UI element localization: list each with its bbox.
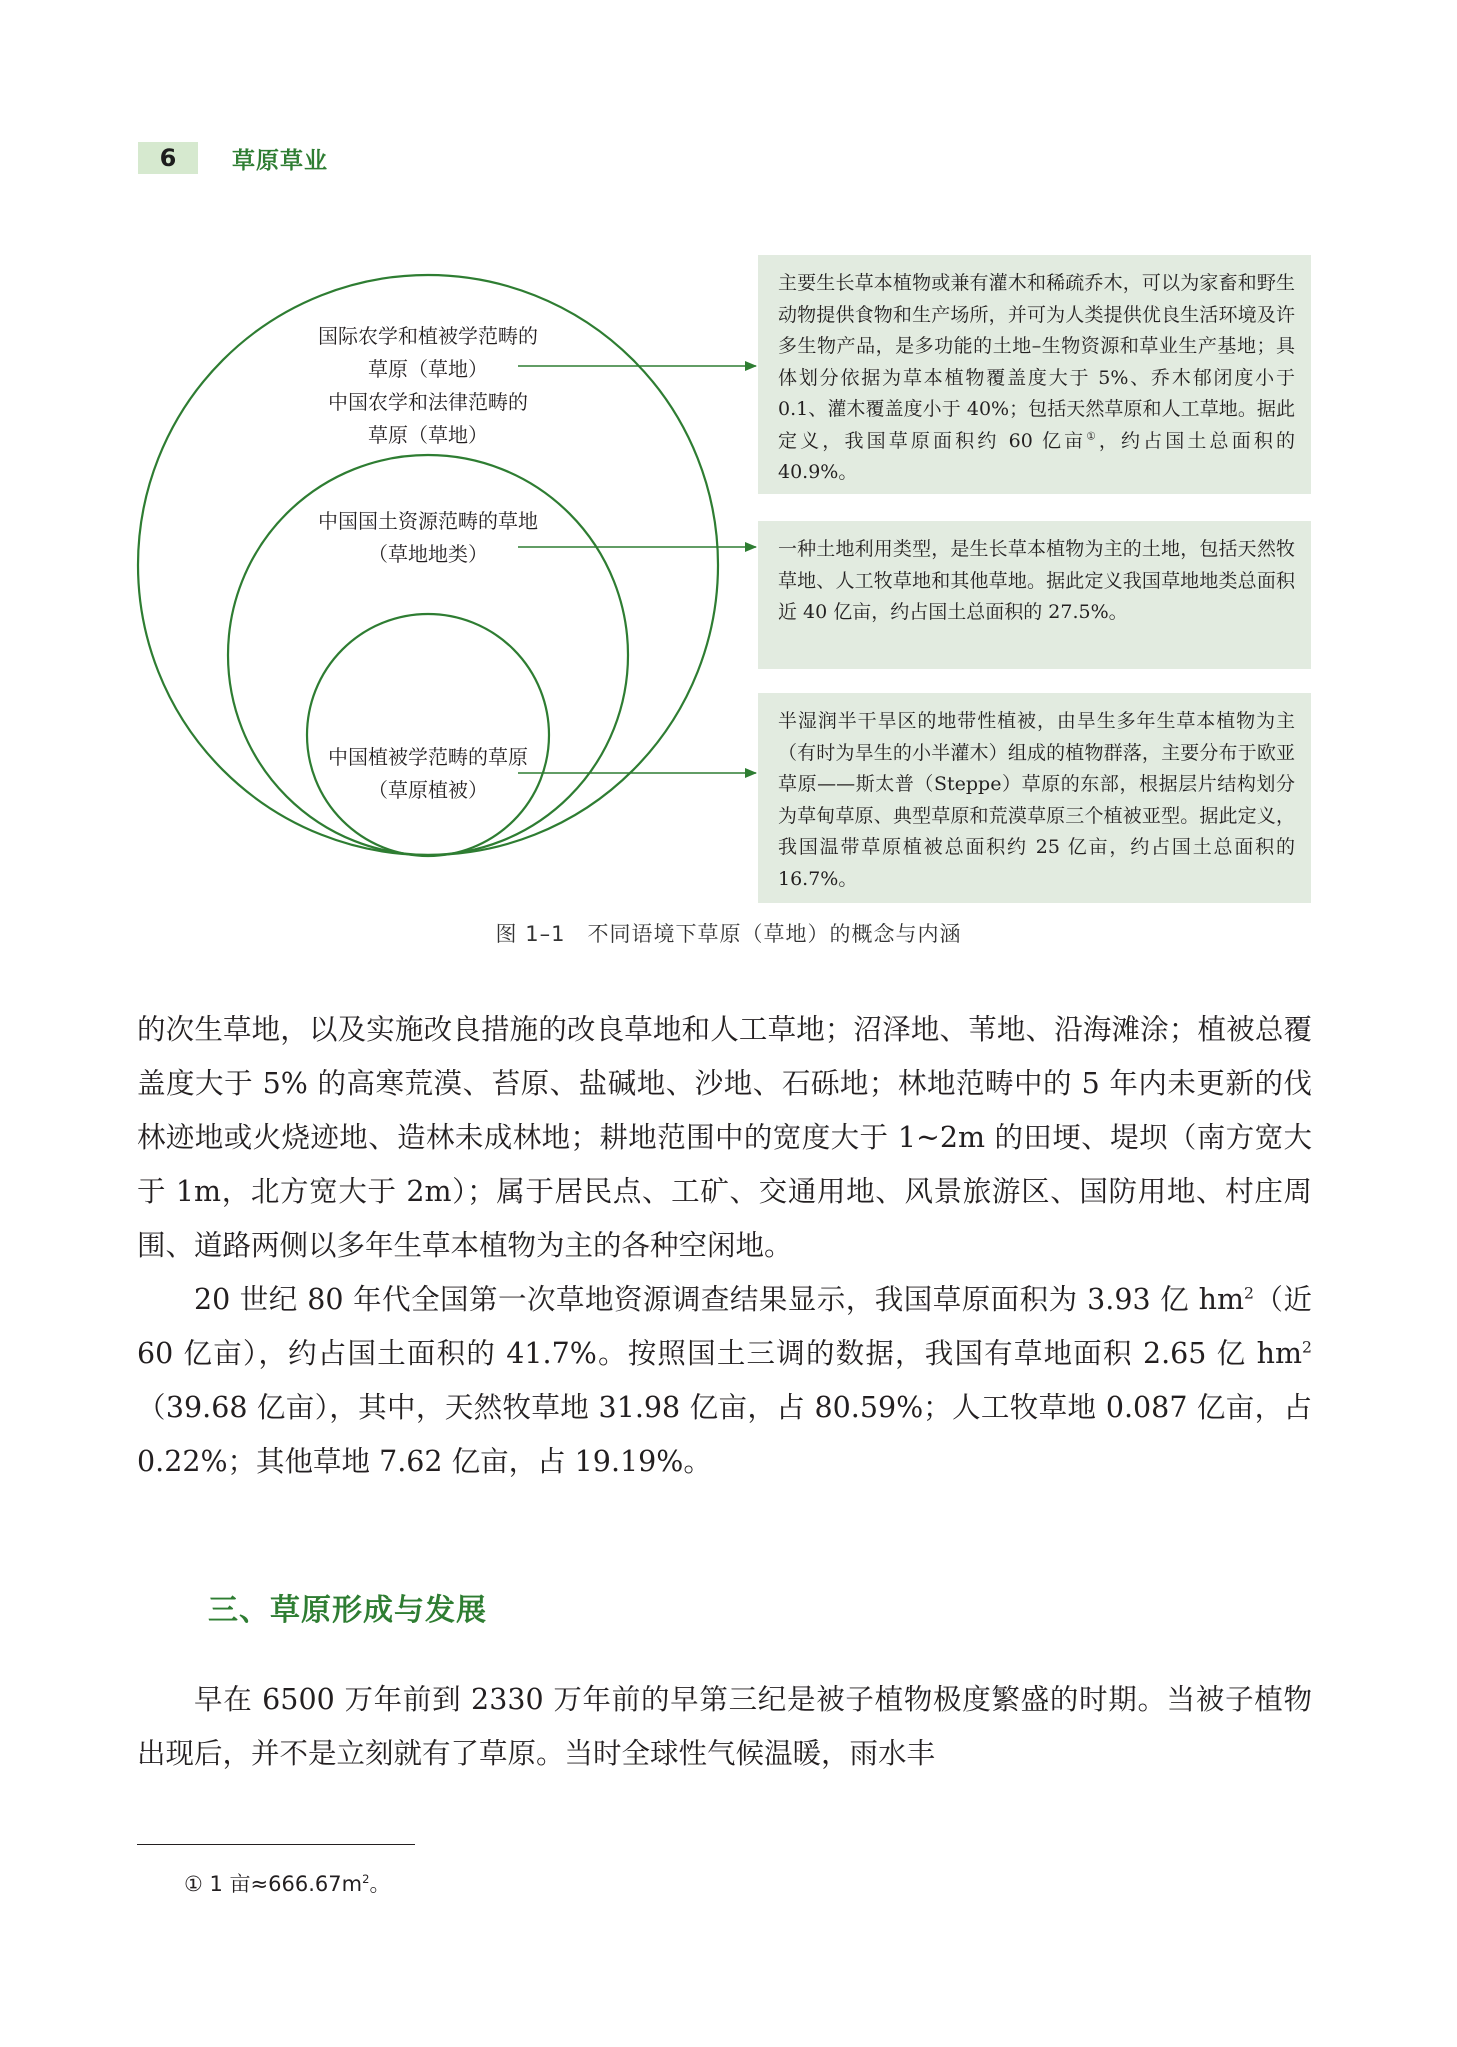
footnote-divider (137, 1844, 415, 1845)
definition-box-international: 主要生长草本植物或兼有灌木和稀疏乔木，可以为家畜和野生动物提供食物和生产场所，并可为人类提供优良生活环境及许多生物产品，是多功能的土地–生物资源和草业生产基地；具体划分依据为草本植物覆盖度大于 5%、乔木郁闭度小于 0.1、灌木覆盖度小于 40%；包括天然草原和人工草地。据此定义，我国草原面积约 60 亿亩①，约占国土总面积的 40.9%。 (758, 255, 1311, 494)
footnote: ① 1 亩$\approx 666.67m^2$。 (184, 1872, 391, 1896)
body-paragraphs-section (137, 1673, 1312, 1781)
outer-circle-label: 国际农学和植被学范畴的 草原（草地） 中国农学和法律范畴的 草原（草地） (318, 324, 538, 447)
paragraph-survey: 20 世纪 80 年代全国第一次草地资源调查结果显示，我国草原面积为 3.93 亿 $hm^2$（近 60 亿亩），约占国土面积的 41.7%。按照国土三调的数据，我国有草地面积 2.65 亿 $hm^2(39.68$ 亿亩），其中，天然牧草地 31.98 亿亩，占 80.59%；人工牧草地 0.087 亿亩，占 0.22%；其他草地 7.62 亿亩，占 19.19%。 (137, 1283, 1312, 1478)
body-paragraphs (137, 1003, 1312, 1489)
page-number: 6 (138, 142, 198, 174)
section-heading: 三、草原形成与发展 (208, 1593, 487, 1628)
inner-circle (307, 614, 549, 856)
inner-circle-label: 中国植被学范畴的草原 （草原植被） (328, 745, 528, 802)
running-title: 草原草业 (232, 147, 328, 174)
footnote-ref: ① (1086, 430, 1099, 443)
paragraph-formation: 早在 6500 万年前到 2330 万年前的早第三纪是被子植物极度繁盛的时期。当被子植物出现后，并不是立刻就有了草原。当时全球性气候温暖，雨水丰 (137, 1683, 1312, 1770)
definition-box-land-resource: 一种土地利用类型，是生长草本植物为主的土地，包括天然牧草地、人工牧草地和其他草地。据此定义我国草地地类总面积近 40 亿亩，约占国土总面积的 27.5%。 (758, 521, 1311, 669)
middle-circle-label: 中国国土资源范畴的草地 （草地地类） (318, 509, 538, 566)
definition-box-vegetation: 半湿润半干旱区的地带性植被，由旱生多年生草本植物为主（有时为旱生的小半灌木）组成的植物群落，主要分布于欧亚草原——斯太普（Steppe）草原的东部，根据层片结构划分为草甸草原、典型草原和荒漠草原三个植被亚型。据此定义，我国温带草原植被总面积约 25 亿亩，约占国土总面积的 16.7%。 (758, 693, 1311, 903)
figure-caption: 图 1–1 不同语境下草原（草地）的概念与内涵 (495, 922, 962, 946)
paragraph-continued: 的次生草地，以及实施改良措施的改良草地和人工草地；沼泽地、苇地、沿海滩涂；植被总覆盖度大于 5% 的高寒荒漠、苔原、盐碱地、沙地、石砾地；林地范畴中的 5 年内未更新的伐林迹地或火烧迹地、造林未成林地；耕地范围中的宽度大于 1~2m 的田埂、堤坝（南方宽大于 1m，北方宽大于 2m）；属于居民点、工矿、交通用地、风景旅游区、国防用地、村庄周围、道路两侧以多年生草本植物为主的各种空闲地。 (137, 1013, 1312, 1262)
